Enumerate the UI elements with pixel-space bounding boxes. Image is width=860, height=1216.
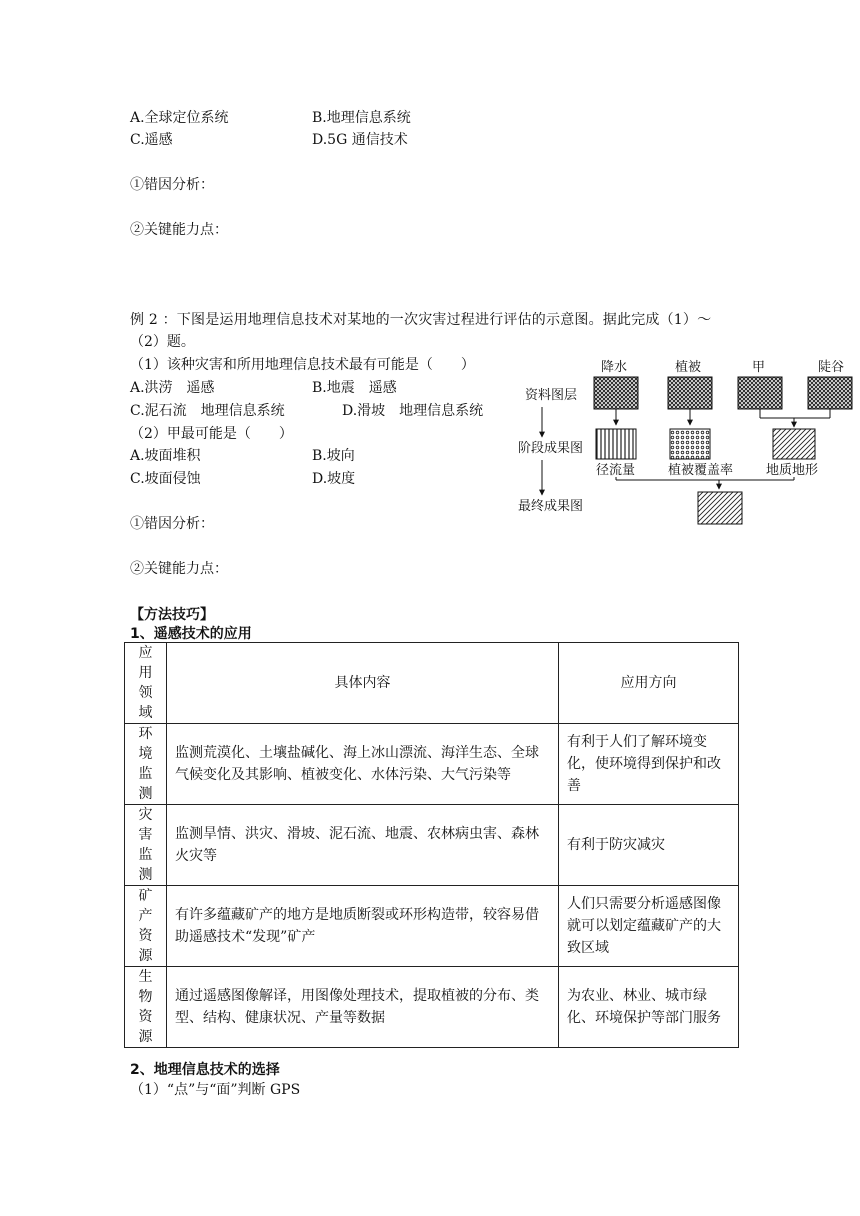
row-label-final-result: 最终成果图 bbox=[518, 499, 584, 514]
sub2-option-c: C.坡面侵蚀 bbox=[130, 471, 201, 487]
methods-heading: 【方法技巧】 bbox=[130, 607, 214, 623]
section2-title: 2、地理信息技术的选择 bbox=[130, 1062, 280, 1078]
top-label-vegetation: 植被 bbox=[675, 360, 702, 375]
row-content: 监测旱情、洪灾、滑坡、泥石流、地震、农林病虫害、森林火灾等 bbox=[167, 805, 559, 886]
sub1-option-c: C.泥石流 地理信息系统 bbox=[130, 403, 285, 419]
table-row bbox=[125, 886, 739, 967]
row-label-stage-result: 阶段成果图 bbox=[518, 441, 584, 456]
row-content: 监测荒漠化、土壤盐碱化、海上冰山漂流、海洋生态、全球气候变化及其影响、植被变化、水体污染、大气污染等 bbox=[167, 724, 559, 805]
row-direction: 为农业、林业、城市绿化、环境保护等部门服务 bbox=[559, 967, 739, 1048]
layer-box-vegetation bbox=[668, 377, 712, 409]
q1-option-a: A.全球定位系统 bbox=[130, 110, 229, 126]
sub2-option-a: A.坡面堆积 bbox=[130, 448, 201, 464]
header-content: 具体内容 bbox=[167, 643, 559, 724]
stage-box-coverage bbox=[670, 429, 710, 459]
stage-box-geology bbox=[773, 429, 815, 459]
sub1-option-a: A.洪涝 遥感 bbox=[130, 380, 215, 396]
example2-intro: 例 2 ：下图是运用地理信息技术对某地的一次灾害过程进行评估的示意图。据此完成（1）～ bbox=[130, 312, 712, 328]
stage-label-runoff: 径流量 bbox=[596, 463, 636, 478]
row-field: 矿产资源 bbox=[138, 888, 153, 964]
table-header-row bbox=[125, 643, 739, 724]
q1-error-analysis: ①错因分析： bbox=[130, 177, 214, 193]
top-label-precipitation: 降水 bbox=[601, 360, 628, 375]
remote-sensing-table bbox=[124, 642, 739, 1048]
layer-box-steep-valley bbox=[808, 377, 852, 409]
header-direction: 应用方向 bbox=[559, 643, 739, 724]
header-field: 应用领域 bbox=[125, 643, 167, 724]
table-row bbox=[125, 724, 739, 805]
assessment-flow-diagram bbox=[500, 355, 860, 535]
row-content: 有许多蕴藏矿产的地方是地质断裂或环形构造带，较容易借助遥感技术“发现”矿产 bbox=[167, 886, 559, 967]
sub2-option-b: B.坡向 bbox=[312, 448, 355, 464]
table-row bbox=[125, 967, 739, 1048]
layer-box-jia bbox=[738, 377, 782, 409]
row-direction: 人们只需要分析遥感图像就可以划定蕴藏矿产的大致区域 bbox=[559, 886, 739, 967]
sub1-option-d: D.滑坡 地理信息系统 bbox=[342, 403, 484, 419]
q1-option-b: B.地理信息系统 bbox=[312, 110, 411, 126]
example2-key-ability: ②关键能力点： bbox=[130, 561, 228, 577]
top-label-jia: 甲 bbox=[752, 360, 766, 375]
row-content: 通过遥感图像解译，用图像处理技术，提取植被的分布、类型、结构、健康状况、产量等数据 bbox=[167, 967, 559, 1048]
sub1-option-b: B.地震 遥感 bbox=[312, 380, 397, 396]
final-result-box bbox=[698, 492, 742, 524]
q1-option-d: D.5G 通信技术 bbox=[312, 132, 408, 148]
example2-intro-cont: （2）题。 bbox=[130, 334, 195, 350]
table-row bbox=[125, 805, 739, 886]
stage-label-coverage: 植被覆盖率 bbox=[668, 463, 734, 478]
layer-box-precipitation bbox=[594, 377, 638, 409]
sub1-question: （1）该种灾害和所用地理信息技术最有可能是（ ） bbox=[130, 357, 475, 373]
example2-error-analysis: ①错因分析： bbox=[130, 516, 214, 532]
top-label-steep-valley: 陡谷 bbox=[818, 360, 845, 375]
sub2-question: （2）甲最可能是（ ） bbox=[130, 426, 293, 442]
row-field: 环境监测 bbox=[138, 726, 153, 802]
row-field: 灾害监测 bbox=[138, 807, 153, 883]
row-direction: 有利于人们了解环境变化，使环境得到保护和改善 bbox=[559, 724, 739, 805]
stage-label-geology: 地质地形 bbox=[766, 463, 819, 478]
q1-option-c: C.遥感 bbox=[130, 132, 173, 148]
section1-title: 1、遥感技术的应用 bbox=[130, 626, 252, 642]
row-direction: 有利于防灾减灾 bbox=[559, 805, 739, 886]
stage-box-runoff bbox=[596, 429, 636, 459]
section2-item1: （1）“点”与“面”判断 GPS bbox=[130, 1082, 301, 1098]
sub2-option-d: D.坡度 bbox=[312, 471, 356, 487]
row-field: 生物资源 bbox=[138, 969, 153, 1045]
q1-key-ability: ②关键能力点： bbox=[130, 222, 228, 238]
row-label-data-layer: 资料图层 bbox=[525, 388, 578, 403]
